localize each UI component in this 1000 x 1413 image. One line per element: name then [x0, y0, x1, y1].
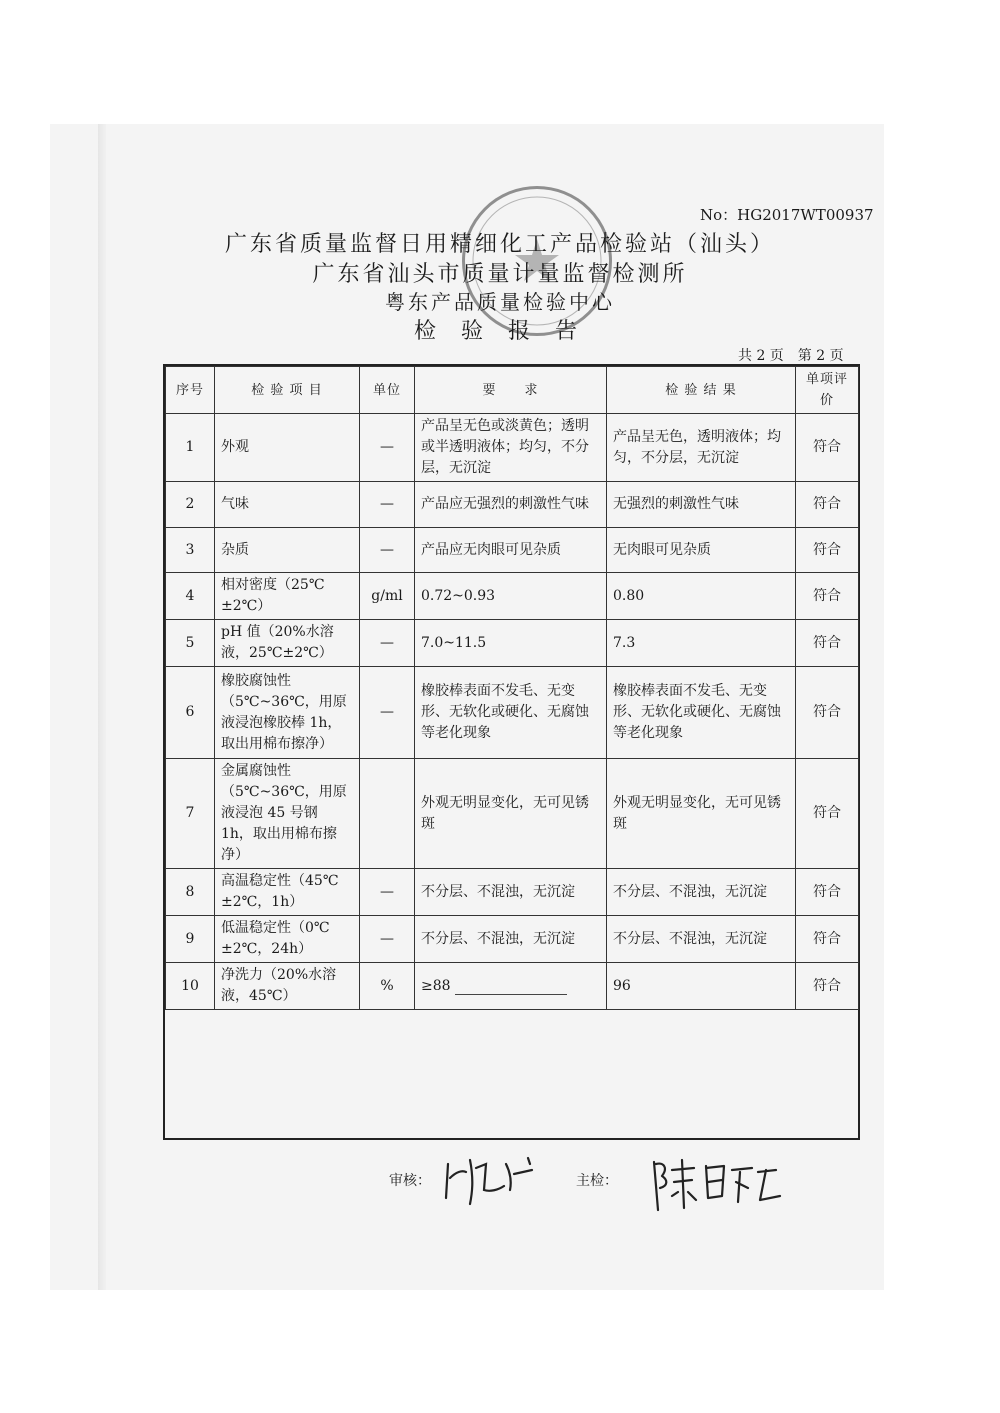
cell-item: 杂质 [215, 528, 360, 573]
cell-unit: — [360, 620, 415, 667]
header-requirement: 要 求 [415, 367, 607, 414]
cell-evaluation: 符合 [796, 963, 859, 1010]
cell-item: pH 值（20%水溶液，25℃±2℃） [215, 620, 360, 667]
cell-item: 净洗力（20%水溶液，45℃） [215, 963, 360, 1010]
cell-requirement: 外观无明显变化，无可见锈斑 [415, 759, 607, 869]
inspection-table [165, 366, 859, 1010]
cell-result: 橡胶棒表面不发毛、无变形、无软化或硬化、无腐蚀等老化现象 [607, 667, 796, 759]
report-title: 检 验 报 告 [414, 319, 586, 344]
cell-no: 2 [166, 482, 215, 528]
cell-evaluation: 符合 [796, 573, 859, 620]
reviewer-signature-graphic [440, 1150, 550, 1210]
cell-no: 8 [166, 869, 215, 916]
end-of-table-divider [455, 994, 567, 995]
organization-line-2: 广东省汕头市质量计量监督检测所 [312, 262, 688, 287]
cell-unit: — [360, 528, 415, 573]
cell-no: 6 [166, 667, 215, 759]
cell-requirement: 产品应无强烈的刺激性气味 [415, 482, 607, 528]
table-row [166, 482, 859, 528]
cell-unit: — [360, 414, 415, 482]
report-number: No：HG2017WT00937 [700, 206, 874, 224]
cell-requirement: 不分层、不混浊，无沉淀 [415, 916, 607, 963]
cell-evaluation: 符合 [796, 620, 859, 667]
table-row [166, 528, 859, 573]
cell-evaluation: 符合 [796, 916, 859, 963]
header-unit: 单位 [360, 367, 415, 414]
cell-no: 3 [166, 528, 215, 573]
cell-requirement: 产品呈无色或淡黄色；透明或半透明液体；均匀，不分层，无沉淀 [415, 414, 607, 482]
cell-result: 7.3 [607, 620, 796, 667]
cell-no: 7 [166, 759, 215, 869]
cell-item: 低温稳定性（0℃±2℃，24h） [215, 916, 360, 963]
cell-unit: % [360, 963, 415, 1010]
cell-unit: g/ml [360, 573, 415, 620]
cell-unit: — [360, 869, 415, 916]
inspector-signature [648, 1152, 788, 1220]
cell-result: 不分层、不混浊，无沉淀 [607, 869, 796, 916]
table-header-row [166, 367, 859, 414]
table-row [166, 916, 859, 963]
header-result: 检 验 结 果 [607, 367, 796, 414]
cell-requirement: 橡胶棒表面不发毛、无变形、无软化或硬化、无腐蚀等老化现象 [415, 667, 607, 759]
inspector-label: 主检： [576, 1173, 618, 1189]
cell-item: 外观 [215, 414, 360, 482]
cell-evaluation: 符合 [796, 759, 859, 869]
cell-no: 9 [166, 916, 215, 963]
inspector-signature-graphic [648, 1152, 788, 1216]
cell-unit: — [360, 667, 415, 759]
cell-item: 相对密度（25℃±2℃） [215, 573, 360, 620]
cell-unit: — [360, 916, 415, 963]
cell-result: 外观无明显变化，无可见锈斑 [607, 759, 796, 869]
cell-result: 0.80 [607, 573, 796, 620]
cell-no: 5 [166, 620, 215, 667]
table-row [166, 963, 859, 1010]
cell-result: 无强烈的刺激性气味 [607, 482, 796, 528]
cell-item: 金属腐蚀性（5℃~36℃，用原液浸泡 45 号钢 1h，取出用棉布擦净） [215, 759, 360, 869]
cell-item: 气味 [215, 482, 360, 528]
organization-line-1: 广东省质量监督日用精细化工产品检验站（汕头） [224, 232, 775, 257]
page-indicator: 共 2 页 第 2 页 [738, 348, 844, 364]
table-row [166, 759, 859, 869]
cell-evaluation: 符合 [796, 528, 859, 573]
cell-result: 产品呈无色，透明液体；均匀，不分层，无沉淀 [607, 414, 796, 482]
cell-requirement: 0.72~0.93 [415, 573, 607, 620]
header-item: 检 验 项 目 [215, 367, 360, 414]
cell-unit [360, 759, 415, 869]
reviewer-signature [440, 1150, 550, 1214]
cell-no: 1 [166, 414, 215, 482]
table-row [166, 667, 859, 759]
table-row [166, 573, 859, 620]
cell-no: 4 [166, 573, 215, 620]
cell-requirement: 产品应无肉眼可见杂质 [415, 528, 607, 573]
reviewer-label: 审核： [389, 1173, 431, 1189]
table-row [166, 869, 859, 916]
cell-unit: — [360, 482, 415, 528]
cell-item: 橡胶腐蚀性（5℃~36℃，用原液浸泡橡胶棒 1h，取出用棉布擦净） [215, 667, 360, 759]
cell-evaluation: 符合 [796, 482, 859, 528]
cell-result: 无肉眼可见杂质 [607, 528, 796, 573]
cell-evaluation: 符合 [796, 414, 859, 482]
table-row [166, 620, 859, 667]
cell-evaluation: 符合 [796, 667, 859, 759]
cell-item: 高温稳定性（45℃±2℃，1h） [215, 869, 360, 916]
cell-no: 10 [166, 963, 215, 1010]
cell-result: 96 [607, 963, 796, 1010]
cell-evaluation: 符合 [796, 869, 859, 916]
header-no: 序号 [166, 367, 215, 414]
cell-result: 不分层、不混浊，无沉淀 [607, 916, 796, 963]
cell-requirement: ≥88 [415, 963, 607, 1010]
cell-requirement: 不分层、不混浊，无沉淀 [415, 869, 607, 916]
header-evaluation: 单项评价 [796, 367, 859, 414]
cell-requirement: 7.0~11.5 [415, 620, 607, 667]
organization-line-3: 粤东产品质量检验中心 [385, 290, 615, 314]
table-row [166, 414, 859, 482]
